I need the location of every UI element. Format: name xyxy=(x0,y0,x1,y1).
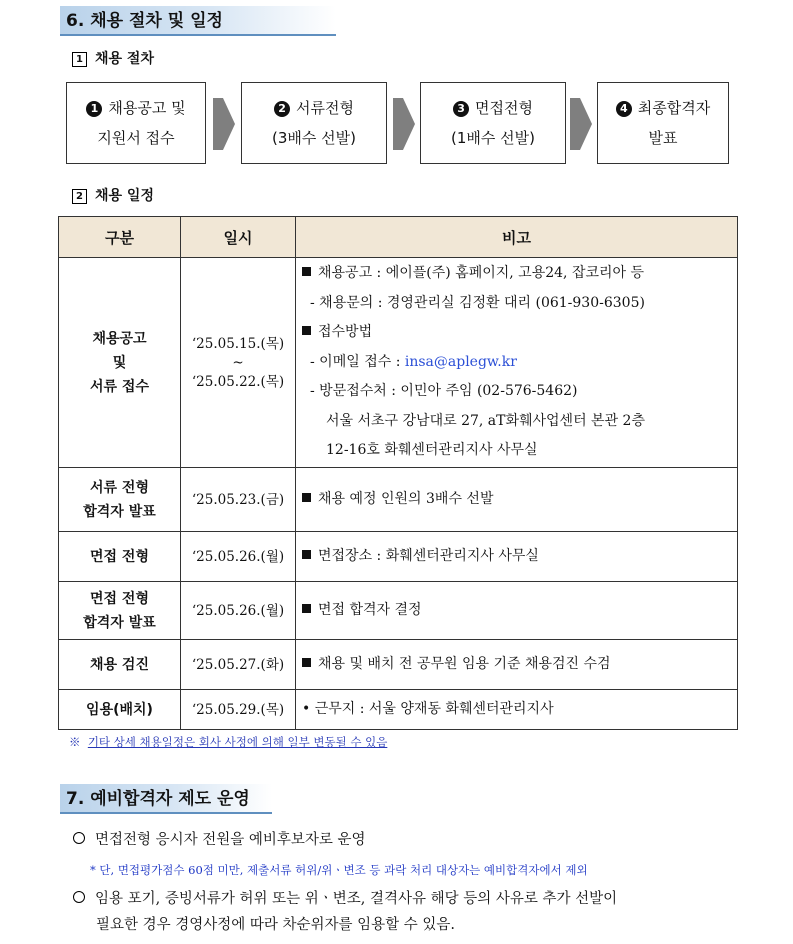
step-arrow-icon xyxy=(393,98,415,150)
row-category: 면접 전형 xyxy=(59,532,181,582)
row-category: 채용공고 및 서류 접수 xyxy=(59,258,181,468)
schedule-subtitle-text: 채용 일정 xyxy=(95,188,154,204)
row-category: 채용 검진 xyxy=(59,640,181,690)
step-1-label: 채용공고 및 xyxy=(108,99,186,117)
step-4-box xyxy=(597,82,729,164)
procedure-subtitle xyxy=(72,48,154,68)
schedule-number-box: 2 xyxy=(72,189,87,204)
table-row xyxy=(59,532,738,582)
circle-bullet-icon xyxy=(73,832,85,844)
step-2-sublabel: (3배수 선발) xyxy=(272,129,356,147)
table-header-row xyxy=(59,217,738,258)
section-6-title xyxy=(60,6,336,36)
table-row xyxy=(59,582,738,640)
header-category: 구분 xyxy=(59,217,181,258)
row-category: 임용(배치) xyxy=(59,690,181,730)
square-bullet-icon xyxy=(302,267,311,276)
row-category: 면접 전형 합격자 발표 xyxy=(59,582,181,640)
row-date: ‘25.05.29.(목) xyxy=(181,690,296,730)
row-category: 서류 전형 합격자 발표 xyxy=(59,468,181,532)
step-4-sublabel: 발표 xyxy=(648,129,678,147)
step-3-sublabel: (1배수 선발) xyxy=(451,129,535,147)
row-date: ‘25.05.27.(화) xyxy=(181,640,296,690)
procedure-number-box: 1 xyxy=(72,52,87,67)
table-row xyxy=(59,690,738,730)
row-remarks: 채용 예정 인원의 3배수 선발 xyxy=(296,468,738,532)
schedule-footnote: ※ 기타 상세 채용일정은 회사 사정에 의해 일부 변동될 수 있음 xyxy=(69,735,388,749)
step-2-box xyxy=(241,82,387,164)
step-4-number: 4 xyxy=(616,101,632,117)
row-remarks: 채용 및 배치 전 공무원 임용 기준 채용검진 수검 xyxy=(296,640,738,690)
step-2-label: 서류전형 xyxy=(296,99,354,117)
circle-bullet-icon xyxy=(73,891,85,903)
row-date: ‘25.05.26.(월) xyxy=(181,582,296,640)
step-3-number: 3 xyxy=(453,101,469,117)
table-row xyxy=(59,468,738,532)
row-remarks: 면접 합격자 결정 xyxy=(296,582,738,640)
row-remarks: • 근무지 : 서울 양재동 화훼센터관리지사 xyxy=(296,690,738,730)
header-date: 일시 xyxy=(181,217,296,258)
square-bullet-icon xyxy=(302,326,311,335)
row-date: ‘25.05.26.(월) xyxy=(181,532,296,582)
reserve-exclusion-note: * 단, 면접평가점수 60점 미만, 제출서류 허위/위ㆍ변조 등 과락 처리 대상자는 예비합격자에서 제외 xyxy=(90,863,588,877)
step-3-label: 면접전형 xyxy=(475,99,533,117)
reserve-item-1: 면접전형 응시자 전원을 예비후보자로 운영 xyxy=(73,828,366,849)
schedule-table xyxy=(58,216,738,730)
square-bullet-icon xyxy=(302,550,311,559)
row-remarks: 채용공고 : 에이플(주) 홈페이지, 고용24, 잡코리아 등 - 채용문의 : 경영관리실 김정환 대리 (061-930-6305) 접수방법 - 이메일 접수 : insa@aplegw.kr - 방문접수처 : 이민아 주임 (02-576-5462) 서울 서초구 강남대로 27, aT화훼사업센터 본관 2층 12-16호 화훼센터관리지사 사무실 xyxy=(296,258,738,468)
step-4-label: 최종합격자 xyxy=(637,99,711,117)
step-arrow-icon xyxy=(213,98,235,150)
section-7-title-text: 7. 예비합격자 제도 운영 xyxy=(66,789,250,809)
procedure-subtitle-text: 채용 절차 xyxy=(95,51,154,67)
step-1-sublabel: 지원서 접수 xyxy=(97,129,175,147)
step-arrow-icon xyxy=(570,98,592,150)
header-remarks: 비고 xyxy=(296,217,738,258)
reserve-item-2: 임용 포기, 증빙서류가 허위 또는 위ㆍ변조, 결격사유 해당 등의 사유로 추가 선발이 필요한 경우 경영사정에 따라 차순위자를 임용할 수 있음. xyxy=(73,886,753,938)
email-link[interactable]: insa@aplegw.kr xyxy=(404,353,517,370)
section-6-title-text: 6. 채용 절차 및 일정 xyxy=(66,11,223,31)
step-1-number: 1 xyxy=(86,101,102,117)
step-1-box xyxy=(66,82,206,164)
step-3-box xyxy=(420,82,566,164)
table-row xyxy=(59,258,738,468)
square-bullet-icon xyxy=(302,604,311,613)
row-date: ‘25.05.23.(금) xyxy=(181,468,296,532)
row-remarks: 면접장소 : 화훼센터관리지사 사무실 xyxy=(296,532,738,582)
schedule-subtitle xyxy=(72,185,154,205)
section-7-title xyxy=(60,784,272,814)
square-bullet-icon xyxy=(302,658,311,667)
table-row xyxy=(59,640,738,690)
step-2-number: 2 xyxy=(274,101,290,117)
square-bullet-icon xyxy=(302,493,311,502)
row-date: ‘25.05.15.(목) ~ ‘25.05.22.(목) xyxy=(181,258,296,468)
